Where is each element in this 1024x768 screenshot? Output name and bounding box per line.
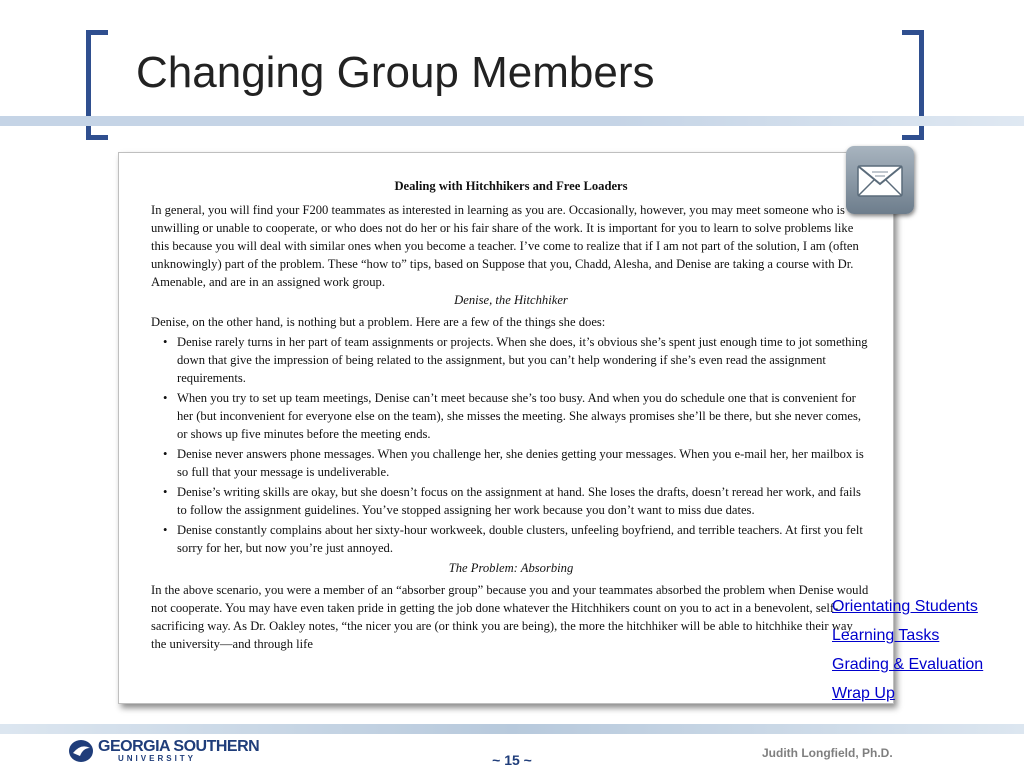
bullet-item: • Denise rarely turns in her part of team assignments or projects. When she does, it’s obvious she’s spent just enough time to jot something down that give the impression of being related to the assignment, but you can’t help wondering if she’s even read the assignment requirements.	[177, 333, 871, 387]
link-wrap-up[interactable]: Wrap Up	[832, 685, 895, 702]
document-lead: Denise, on the other hand, is nothing but a problem. Here are a few of the things she does:	[151, 315, 606, 329]
logo-subtitle: UNIVERSITY	[118, 754, 197, 763]
link-learning-tasks[interactable]: Learning Tasks	[832, 627, 940, 644]
bullet-list	[151, 333, 871, 557]
document-subheading-problem: The Problem: Absorbing	[448, 561, 574, 575]
link-orientating-students[interactable]: Orientating Students	[832, 598, 978, 615]
slide-title: Changing Group Members	[136, 48, 655, 97]
bullet-item: • Denise’s writing skills are okay, but she doesn’t focus on the assignment at hand. She loses the drafts, doesn’t reread her work, and fails to follow the assignment guidelines. You’ve stopped assigning her work because you don’t want to miss due dates.	[177, 483, 871, 519]
document-excerpt	[118, 152, 894, 704]
logo-name: GEORGIA SOUTHERN	[98, 738, 260, 755]
bullet-item: • When you try to set up team meetings, Denise can’t meet because she’s too busy. And when you do schedule one that is convenient for her (but inconvenient for everyone else on the team), she misses the meeting. She always promises she’ll be there, but she never comes, or shows up five minutes before the meeting ends.	[177, 389, 871, 443]
bullet-item: • Denise never answers phone messages. When you challenge her, she denies getting your messages. When you e-mail her, her mailbox is so full that your message is undeliverable.	[177, 445, 871, 481]
document-intro: In general, you will find your F200 teammates as interested in learning as you are. Occasionally, however, you may meet someone who is unwilling or unable to cooperate, or who does not do her or his fair share of the work. It is important for you to learn to solve problems like this because you will deal with similar ones when you become a teacher. I’ve come to realize that if I am not part of the solution, I am (often unknowingly) part of the problem. These “how to” tips, based on Suppose that you, Chadd, Alesha, and Denise are taking a course with Dr. Amenable, and are in an assigned work group.	[151, 203, 859, 289]
document-subheading-hitchhiker: Denise, the Hitchhiker	[454, 293, 568, 307]
document-heading: Dealing with Hitchhikers and Free Loaders	[394, 179, 628, 193]
footer-band	[0, 724, 1024, 734]
mail-icon[interactable]	[846, 146, 914, 214]
author-name: Judith Longfield, Ph.D.	[762, 746, 893, 760]
bullet-item: • Denise constantly complains about her sixty-hour workweek, double clusters, unfeeling boyfriend, and terrible teachers. At first you felt sorry for her, but now you’re just annoyed.	[177, 521, 871, 557]
link-grading-evaluation[interactable]: Grading & Evaluation	[832, 656, 984, 673]
header-band	[0, 116, 1024, 126]
navigation-links	[832, 592, 983, 708]
page-number: ~ 15 ~	[492, 752, 532, 768]
document-closing: In the above scenario, you were a member of an “absorber group” because you and your teammates absorbed the problem when Denise would not cooperate. You may have even taken pride in getting the job done whatever the Hitchhikers count on you to act in a benevolent, self-sacrificing way. As Dr. Oakley notes, “the nicer you are (or think you are being), the more the hitchhiker will be able to hitchhike their way the university—and through life	[151, 583, 869, 651]
